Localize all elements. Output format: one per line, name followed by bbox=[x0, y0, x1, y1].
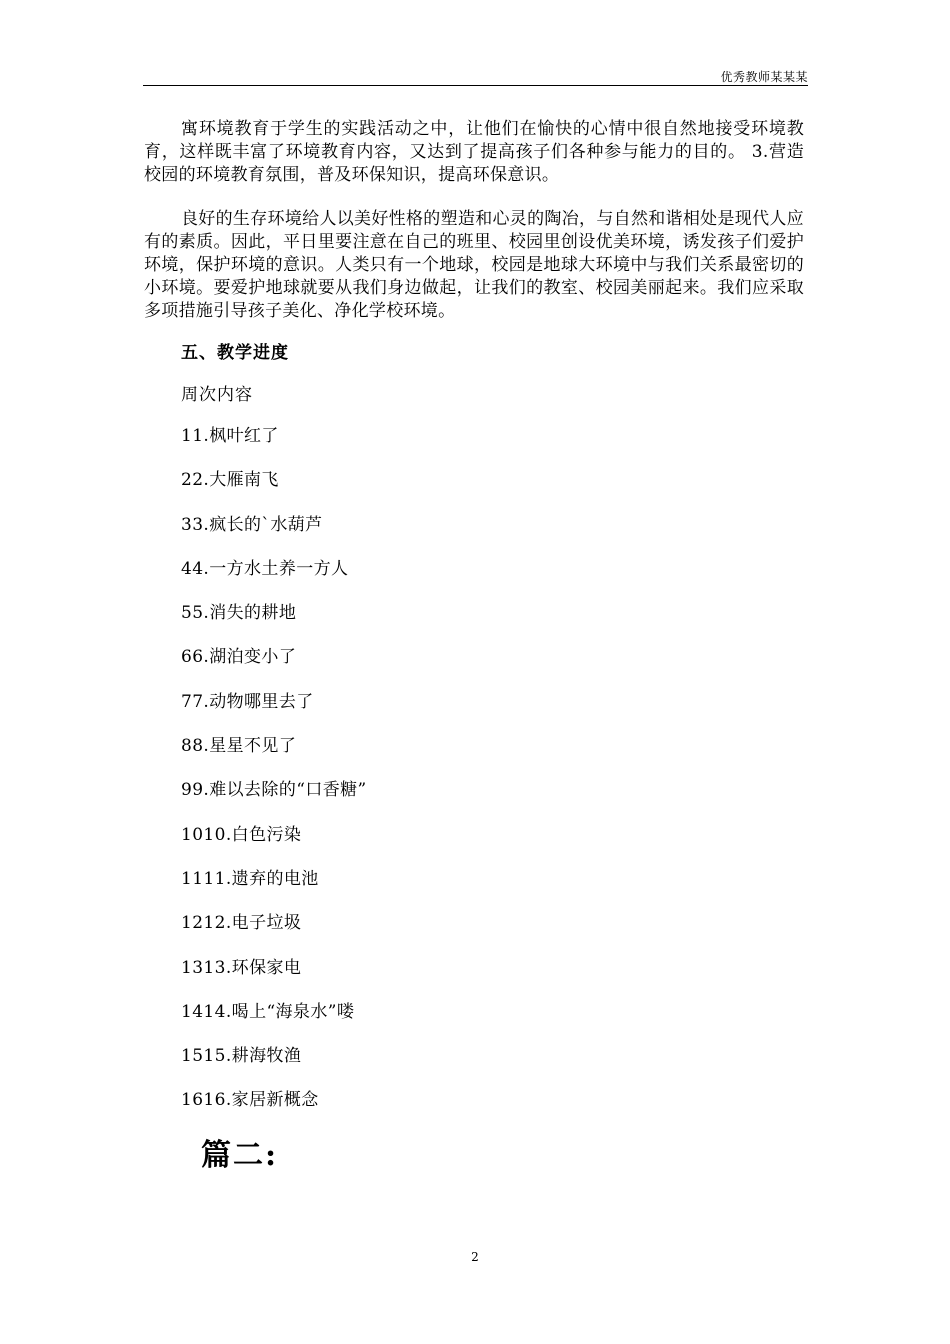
header-author: 优秀教师某某某 bbox=[720, 70, 808, 84]
schedule-item: 55.消失的耕地 bbox=[181, 603, 297, 624]
part-title: 篇二: bbox=[201, 1138, 279, 1173]
body-paragraph-1: 寓环境教育于学生的实践活动之中，让他们在愉快的心情中很自然地接受环境教育，这样既丰富了环境教育内容，又达到了提高孩子们各种参与能力的目的。 3.营造校园的环境教育氛围，普及环保知识，提高环保意识。 bbox=[144, 119, 804, 185]
schedule-item: 1212.电子垃圾 bbox=[181, 913, 302, 934]
schedule-item: 1515.耕海牧渔 bbox=[181, 1046, 302, 1067]
schedule-item: 22.大雁南飞 bbox=[181, 470, 279, 491]
header-divider bbox=[143, 85, 808, 86]
schedule-item: 33.疯长的`水葫芦 bbox=[181, 514, 323, 535]
page-number: 2 bbox=[471, 1250, 479, 1264]
schedule-item: 77.动物哪里去了 bbox=[181, 691, 314, 712]
schedule-item: 11.枫叶红了 bbox=[181, 426, 279, 446]
schedule-list bbox=[181, 424, 367, 1133]
schedule-item: 1414.喝上“海泉水”喽 bbox=[181, 1001, 355, 1022]
section-heading: 五、教学进度 bbox=[181, 343, 289, 363]
schedule-item: 1313.环保家电 bbox=[181, 957, 302, 978]
schedule-item: 44.一方水土养一方人 bbox=[181, 558, 349, 579]
schedule-item: 1111.遗弃的电池 bbox=[181, 868, 319, 889]
schedule-item: 1010.白色污染 bbox=[181, 824, 302, 845]
body-paragraph-2: 良好的生存环境给人以美好性格的塑造和心灵的陶冶，与自然和谐相处是现代人应有的素质。因此，平日里要注意在自己的班里、校园里创设优美环境，诱发孩子们爱护环境，保护环境的意识。人类只有一个地球，校园是地球大环境中与我们关系最密切的小环境。要爱护地球就要从我们身边做起，让我们的教室、校园美丽起来。我们应采取多项措施引导孩子美化、净化学校环境。 bbox=[144, 209, 804, 321]
schedule-item: 99.难以去除的“口香糖” bbox=[181, 780, 367, 801]
schedule-item: 1616.家居新概念 bbox=[181, 1090, 319, 1111]
schedule-item: 66.湖泊变小了 bbox=[181, 647, 297, 668]
schedule-header: 周次内容 bbox=[181, 385, 253, 405]
schedule-item: 88.星星不见了 bbox=[181, 736, 297, 757]
